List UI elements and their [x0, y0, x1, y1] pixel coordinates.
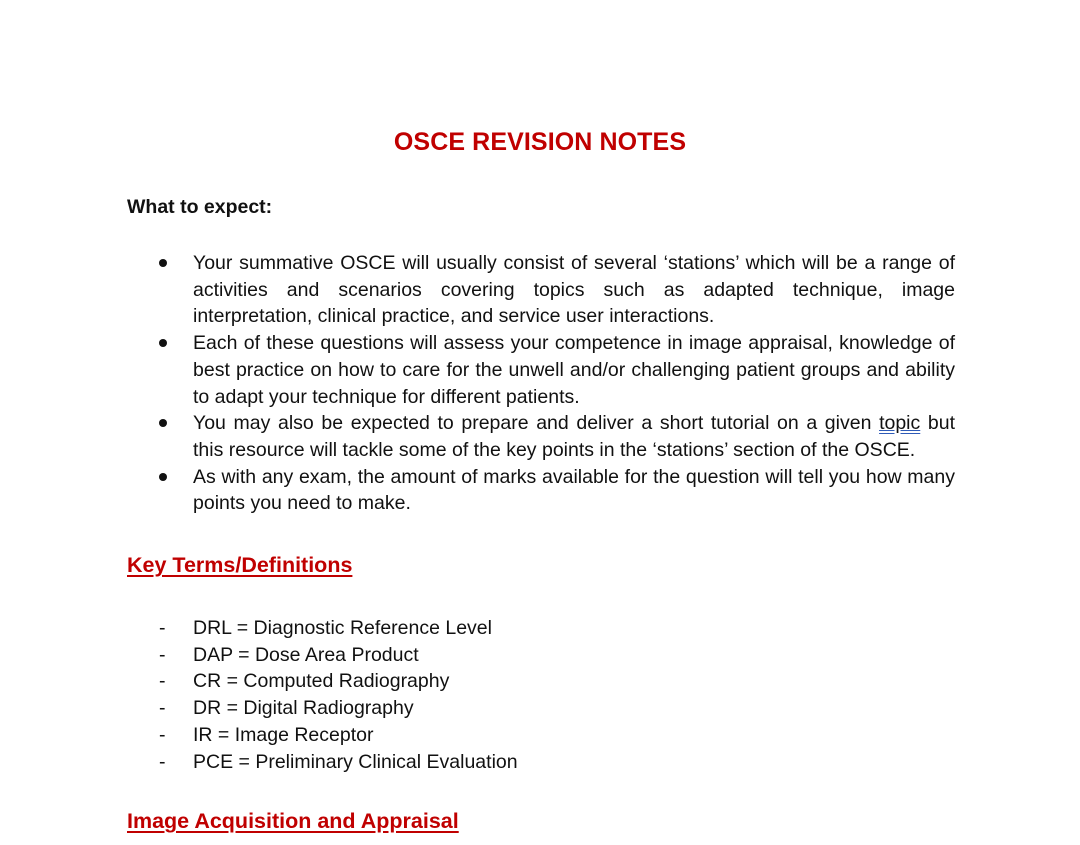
list-item [127, 464, 955, 517]
bullet-text-after: but this resource will tackle some of the key points in the ‘stations’ section of the OSCE. [193, 412, 955, 461]
section-heading-image-acquisition: Image Acquisition and Appraisal [127, 809, 459, 833]
section-heading-key-terms: Key Terms/Definitions [127, 553, 353, 577]
dash-marker: - [159, 643, 166, 666]
term-text: PCE = Preliminary Clinical Evaluation [193, 750, 518, 773]
term-text: CR = Computed Radiography [193, 670, 450, 693]
list-item [127, 410, 955, 463]
bullet-icon [159, 259, 167, 267]
term-item [127, 642, 518, 669]
list-item [127, 250, 955, 330]
topic-flagged-word[interactable]: topic [879, 412, 921, 435]
dash-marker: - [159, 697, 166, 720]
bullet-text-before: You may also be expected to prepare and deliver a short tutorial on a given [193, 412, 880, 435]
bullet-icon [159, 419, 167, 427]
bullet-text: As with any exam, the amount of marks available for the question will tell you how many points you need to make. [193, 465, 955, 515]
dash-marker: - [159, 617, 166, 639]
list-item [127, 330, 955, 410]
expectations-list [127, 250, 955, 517]
bullet-icon [159, 473, 167, 481]
term-text: DRL = Diagnostic Reference Level [193, 617, 492, 639]
term-item [127, 615, 518, 642]
bullet-icon [159, 339, 167, 347]
term-item [127, 695, 518, 722]
term-item [127, 749, 518, 776]
term-item [127, 722, 518, 749]
page-title: OSCE REVISION NOTES [393, 128, 687, 156]
dash-marker: - [159, 723, 166, 746]
terms-list [127, 615, 518, 775]
term-item [127, 668, 518, 695]
dash-marker: - [159, 750, 166, 773]
bullet-text: Each of these questions will assess your competence in image appraisal, knowledge of best practice on how to care for the unwell and/or challenging patient groups and ability to adapt your technique for different patients. [193, 332, 955, 408]
term-text: DAP = Dose Area Product [193, 643, 419, 666]
dash-marker: - [159, 670, 166, 693]
term-text: DR = Digital Radiography [193, 697, 414, 720]
term-text: IR = Image Receptor [193, 723, 374, 746]
intro-heading: What to expect: [127, 196, 273, 218]
bullet-text: Your summative OSCE will usually consist of several ‘stations’ which will be a range of activities and scenarios covering topics such as adapted technique, image interpretation, clinical practice, and service user interactions. [193, 252, 955, 328]
